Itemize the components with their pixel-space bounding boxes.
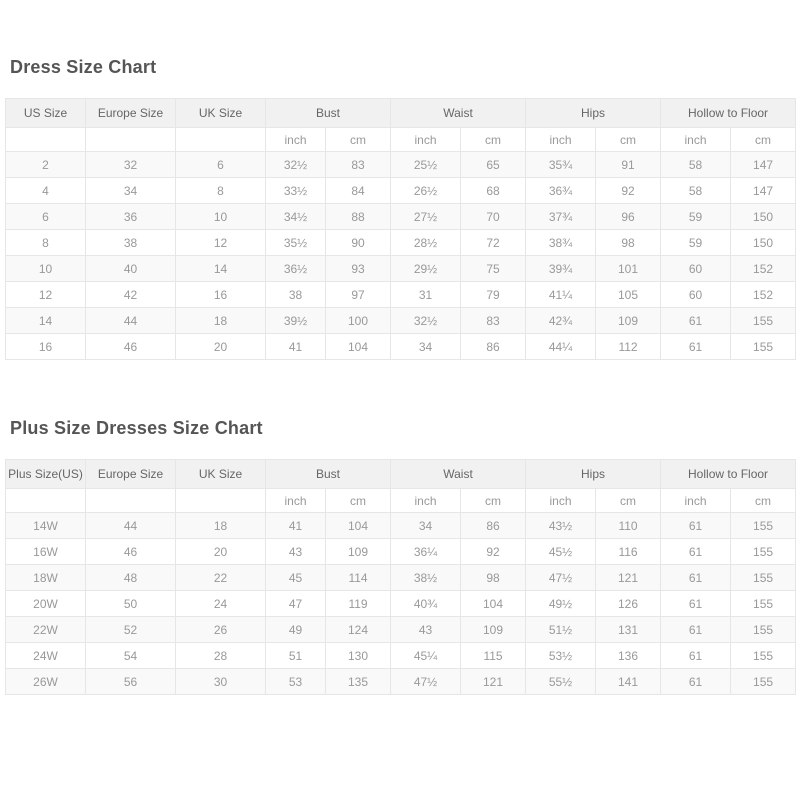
size-value-cell: 40 xyxy=(86,256,176,282)
size-value-cell: 58 xyxy=(661,152,731,178)
size-value-cell: 10 xyxy=(176,204,266,230)
unit-label: inch xyxy=(266,489,326,513)
unit-label: cm xyxy=(596,128,661,152)
size-value-cell: 47½ xyxy=(391,669,461,695)
table-row xyxy=(6,178,796,204)
size-value-cell: 43 xyxy=(266,539,326,565)
size-value-cell: 2 xyxy=(6,152,86,178)
size-value-cell: 147 xyxy=(731,178,796,204)
size-value-cell: 86 xyxy=(461,513,526,539)
empty-cell xyxy=(6,128,86,152)
size-value-cell: 50 xyxy=(86,591,176,617)
size-value-cell: 61 xyxy=(661,669,731,695)
size-value-cell: 46 xyxy=(86,539,176,565)
size-value-cell: 98 xyxy=(596,230,661,256)
size-value-cell: 109 xyxy=(596,308,661,334)
unit-label: cm xyxy=(461,489,526,513)
size-value-cell: 37¾ xyxy=(526,204,596,230)
size-value-cell: 155 xyxy=(731,617,796,643)
column-header: Waist xyxy=(391,460,526,489)
table-row xyxy=(6,539,796,565)
empty-cell xyxy=(176,489,266,513)
table-row xyxy=(6,669,796,695)
size-value-cell: 61 xyxy=(661,643,731,669)
size-value-cell: 109 xyxy=(326,539,391,565)
size-value-cell: 155 xyxy=(731,591,796,617)
size-value-cell: 61 xyxy=(661,617,731,643)
column-header: Hips xyxy=(526,460,661,489)
table-row xyxy=(6,204,796,230)
column-header: Europe Size xyxy=(86,99,176,128)
column-header-row xyxy=(6,460,796,489)
size-value-cell: 22W xyxy=(6,617,86,643)
unit-label: inch xyxy=(661,489,731,513)
size-value-cell: 150 xyxy=(731,204,796,230)
size-value-cell: 29½ xyxy=(391,256,461,282)
size-value-cell: 68 xyxy=(461,178,526,204)
column-header: UK Size xyxy=(176,460,266,489)
size-value-cell: 147 xyxy=(731,152,796,178)
unit-label: inch xyxy=(391,128,461,152)
size-value-cell: 60 xyxy=(661,256,731,282)
column-header: UK Size xyxy=(176,99,266,128)
empty-cell xyxy=(176,128,266,152)
size-value-cell: 41¼ xyxy=(526,282,596,308)
table-row xyxy=(6,256,796,282)
size-value-cell: 8 xyxy=(6,230,86,256)
size-value-cell: 56 xyxy=(86,669,176,695)
column-header: Bust xyxy=(266,460,391,489)
size-value-cell: 155 xyxy=(731,513,796,539)
size-value-cell: 36½ xyxy=(266,256,326,282)
size-value-cell: 155 xyxy=(731,565,796,591)
table-row xyxy=(6,282,796,308)
size-value-cell: 115 xyxy=(461,643,526,669)
size-value-cell: 8 xyxy=(176,178,266,204)
size-value-cell: 72 xyxy=(461,230,526,256)
size-value-cell: 35¾ xyxy=(526,152,596,178)
size-value-cell: 155 xyxy=(731,308,796,334)
column-header: Hollow to Floor xyxy=(661,460,796,489)
size-value-cell: 88 xyxy=(326,204,391,230)
size-value-cell: 18 xyxy=(176,513,266,539)
size-value-cell: 70 xyxy=(461,204,526,230)
table-row xyxy=(6,230,796,256)
size-value-cell: 47 xyxy=(266,591,326,617)
size-value-cell: 59 xyxy=(661,204,731,230)
size-value-cell: 141 xyxy=(596,669,661,695)
empty-cell xyxy=(6,489,86,513)
size-value-cell: 61 xyxy=(661,308,731,334)
size-value-cell: 109 xyxy=(461,617,526,643)
size-value-cell: 28 xyxy=(176,643,266,669)
size-value-cell: 28½ xyxy=(391,230,461,256)
size-value-cell: 119 xyxy=(326,591,391,617)
size-value-cell: 52 xyxy=(86,617,176,643)
unit-label: cm xyxy=(461,128,526,152)
size-value-cell: 45½ xyxy=(526,539,596,565)
table-row xyxy=(6,152,796,178)
size-value-cell: 83 xyxy=(326,152,391,178)
size-value-cell: 42 xyxy=(86,282,176,308)
size-value-cell: 20W xyxy=(6,591,86,617)
size-value-cell: 34 xyxy=(391,513,461,539)
size-value-cell: 14W xyxy=(6,513,86,539)
size-value-cell: 34 xyxy=(391,334,461,360)
size-value-cell: 26 xyxy=(176,617,266,643)
size-value-cell: 51½ xyxy=(526,617,596,643)
size-value-cell: 27½ xyxy=(391,204,461,230)
unit-label: inch xyxy=(526,489,596,513)
column-header: US Size xyxy=(6,99,86,128)
size-value-cell: 36 xyxy=(86,204,176,230)
table-row xyxy=(6,334,796,360)
size-value-cell: 41 xyxy=(266,334,326,360)
size-value-cell: 4 xyxy=(6,178,86,204)
size-value-cell: 60 xyxy=(661,282,731,308)
size-value-cell: 24W xyxy=(6,643,86,669)
size-value-cell: 130 xyxy=(326,643,391,669)
size-value-cell: 90 xyxy=(326,230,391,256)
size-value-cell: 35½ xyxy=(266,230,326,256)
empty-cell xyxy=(86,489,176,513)
size-value-cell: 39¾ xyxy=(526,256,596,282)
size-value-cell: 61 xyxy=(661,539,731,565)
size-value-cell: 33½ xyxy=(266,178,326,204)
size-value-cell: 38 xyxy=(266,282,326,308)
size-value-cell: 110 xyxy=(596,513,661,539)
unit-label-row xyxy=(6,489,796,513)
dress-size-chart-section xyxy=(0,0,800,360)
table-row xyxy=(6,565,796,591)
size-value-cell: 53½ xyxy=(526,643,596,669)
size-value-cell: 22 xyxy=(176,565,266,591)
size-value-cell: 49½ xyxy=(526,591,596,617)
unit-label: cm xyxy=(596,489,661,513)
size-value-cell: 97 xyxy=(326,282,391,308)
size-value-cell: 18 xyxy=(176,308,266,334)
size-value-cell: 84 xyxy=(326,178,391,204)
size-value-cell: 49 xyxy=(266,617,326,643)
size-value-cell: 14 xyxy=(6,308,86,334)
dress-size-chart-title: Dress Size Chart xyxy=(10,57,157,77)
size-value-cell: 34½ xyxy=(266,204,326,230)
size-value-cell: 126 xyxy=(596,591,661,617)
table-row xyxy=(6,513,796,539)
table-row xyxy=(6,643,796,669)
unit-label: cm xyxy=(731,128,796,152)
size-value-cell: 105 xyxy=(596,282,661,308)
size-value-cell: 43½ xyxy=(526,513,596,539)
size-value-cell: 124 xyxy=(326,617,391,643)
size-value-cell: 121 xyxy=(596,565,661,591)
size-value-cell: 6 xyxy=(176,152,266,178)
size-value-cell: 91 xyxy=(596,152,661,178)
unit-label: inch xyxy=(526,128,596,152)
size-value-cell: 44 xyxy=(86,513,176,539)
size-value-cell: 55½ xyxy=(526,669,596,695)
unit-label-row xyxy=(6,128,796,152)
table-row xyxy=(6,591,796,617)
size-value-cell: 104 xyxy=(461,591,526,617)
empty-cell xyxy=(86,128,176,152)
size-value-cell: 20 xyxy=(176,334,266,360)
size-value-cell: 61 xyxy=(661,334,731,360)
size-value-cell: 34 xyxy=(86,178,176,204)
unit-label: cm xyxy=(326,128,391,152)
size-value-cell: 53 xyxy=(266,669,326,695)
size-value-cell: 25½ xyxy=(391,152,461,178)
size-value-cell: 46 xyxy=(86,334,176,360)
size-value-cell: 112 xyxy=(596,334,661,360)
plus-size-chart-section xyxy=(0,360,800,695)
size-value-cell: 58 xyxy=(661,178,731,204)
size-value-cell: 54 xyxy=(86,643,176,669)
size-value-cell: 16 xyxy=(6,334,86,360)
size-value-cell: 39½ xyxy=(266,308,326,334)
unit-label: inch xyxy=(266,128,326,152)
size-value-cell: 79 xyxy=(461,282,526,308)
size-value-cell: 51 xyxy=(266,643,326,669)
size-value-cell: 38 xyxy=(86,230,176,256)
size-value-cell: 32½ xyxy=(266,152,326,178)
size-value-cell: 10 xyxy=(6,256,86,282)
size-value-cell: 26½ xyxy=(391,178,461,204)
unit-label: cm xyxy=(731,489,796,513)
size-value-cell: 114 xyxy=(326,565,391,591)
size-value-cell: 59 xyxy=(661,230,731,256)
size-value-cell: 18W xyxy=(6,565,86,591)
size-value-cell: 45 xyxy=(266,565,326,591)
size-value-cell: 101 xyxy=(596,256,661,282)
size-value-cell: 16 xyxy=(176,282,266,308)
size-value-cell: 104 xyxy=(326,334,391,360)
size-value-cell: 12 xyxy=(6,282,86,308)
size-value-cell: 61 xyxy=(661,513,731,539)
size-value-cell: 43 xyxy=(391,617,461,643)
size-value-cell: 12 xyxy=(176,230,266,256)
column-header: Bust xyxy=(266,99,391,128)
size-value-cell: 155 xyxy=(731,539,796,565)
column-header: Hips xyxy=(526,99,661,128)
size-value-cell: 92 xyxy=(596,178,661,204)
size-value-cell: 121 xyxy=(461,669,526,695)
size-value-cell: 93 xyxy=(326,256,391,282)
size-value-cell: 26W xyxy=(6,669,86,695)
column-header: Hollow to Floor xyxy=(661,99,796,128)
size-value-cell: 14 xyxy=(176,256,266,282)
size-value-cell: 31 xyxy=(391,282,461,308)
plus-size-chart-title: Plus Size Dresses Size Chart xyxy=(10,418,263,438)
size-value-cell: 44 xyxy=(86,308,176,334)
size-value-cell: 16W xyxy=(6,539,86,565)
unit-label: cm xyxy=(326,489,391,513)
size-value-cell: 20 xyxy=(176,539,266,565)
size-value-cell: 30 xyxy=(176,669,266,695)
size-value-cell: 41 xyxy=(266,513,326,539)
size-value-cell: 152 xyxy=(731,282,796,308)
size-value-cell: 98 xyxy=(461,565,526,591)
size-value-cell: 135 xyxy=(326,669,391,695)
size-value-cell: 96 xyxy=(596,204,661,230)
table-row xyxy=(6,308,796,334)
column-header-row xyxy=(6,99,796,128)
size-value-cell: 83 xyxy=(461,308,526,334)
size-value-cell: 152 xyxy=(731,256,796,282)
size-value-cell: 75 xyxy=(461,256,526,282)
size-value-cell: 116 xyxy=(596,539,661,565)
table-row xyxy=(6,617,796,643)
size-value-cell: 65 xyxy=(461,152,526,178)
size-value-cell: 61 xyxy=(661,591,731,617)
size-value-cell: 44¼ xyxy=(526,334,596,360)
column-header: Plus Size(US) xyxy=(6,460,86,489)
size-value-cell: 150 xyxy=(731,230,796,256)
dress-size-chart-table xyxy=(5,98,796,360)
size-value-cell: 155 xyxy=(731,643,796,669)
plus-size-chart-table xyxy=(5,459,796,695)
size-value-cell: 32½ xyxy=(391,308,461,334)
size-value-cell: 42¾ xyxy=(526,308,596,334)
size-value-cell: 92 xyxy=(461,539,526,565)
size-value-cell: 100 xyxy=(326,308,391,334)
size-value-cell: 32 xyxy=(86,152,176,178)
unit-label: inch xyxy=(391,489,461,513)
size-value-cell: 36¼ xyxy=(391,539,461,565)
size-value-cell: 61 xyxy=(661,565,731,591)
size-value-cell: 104 xyxy=(326,513,391,539)
unit-label: inch xyxy=(661,128,731,152)
size-value-cell: 38½ xyxy=(391,565,461,591)
size-value-cell: 136 xyxy=(596,643,661,669)
size-value-cell: 131 xyxy=(596,617,661,643)
size-value-cell: 38¾ xyxy=(526,230,596,256)
size-value-cell: 45¼ xyxy=(391,643,461,669)
size-value-cell: 40¾ xyxy=(391,591,461,617)
size-value-cell: 48 xyxy=(86,565,176,591)
size-value-cell: 86 xyxy=(461,334,526,360)
size-value-cell: 47½ xyxy=(526,565,596,591)
column-header: Europe Size xyxy=(86,460,176,489)
column-header: Waist xyxy=(391,99,526,128)
size-value-cell: 6 xyxy=(6,204,86,230)
size-value-cell: 155 xyxy=(731,669,796,695)
size-value-cell: 36¾ xyxy=(526,178,596,204)
size-value-cell: 155 xyxy=(731,334,796,360)
size-value-cell: 24 xyxy=(176,591,266,617)
